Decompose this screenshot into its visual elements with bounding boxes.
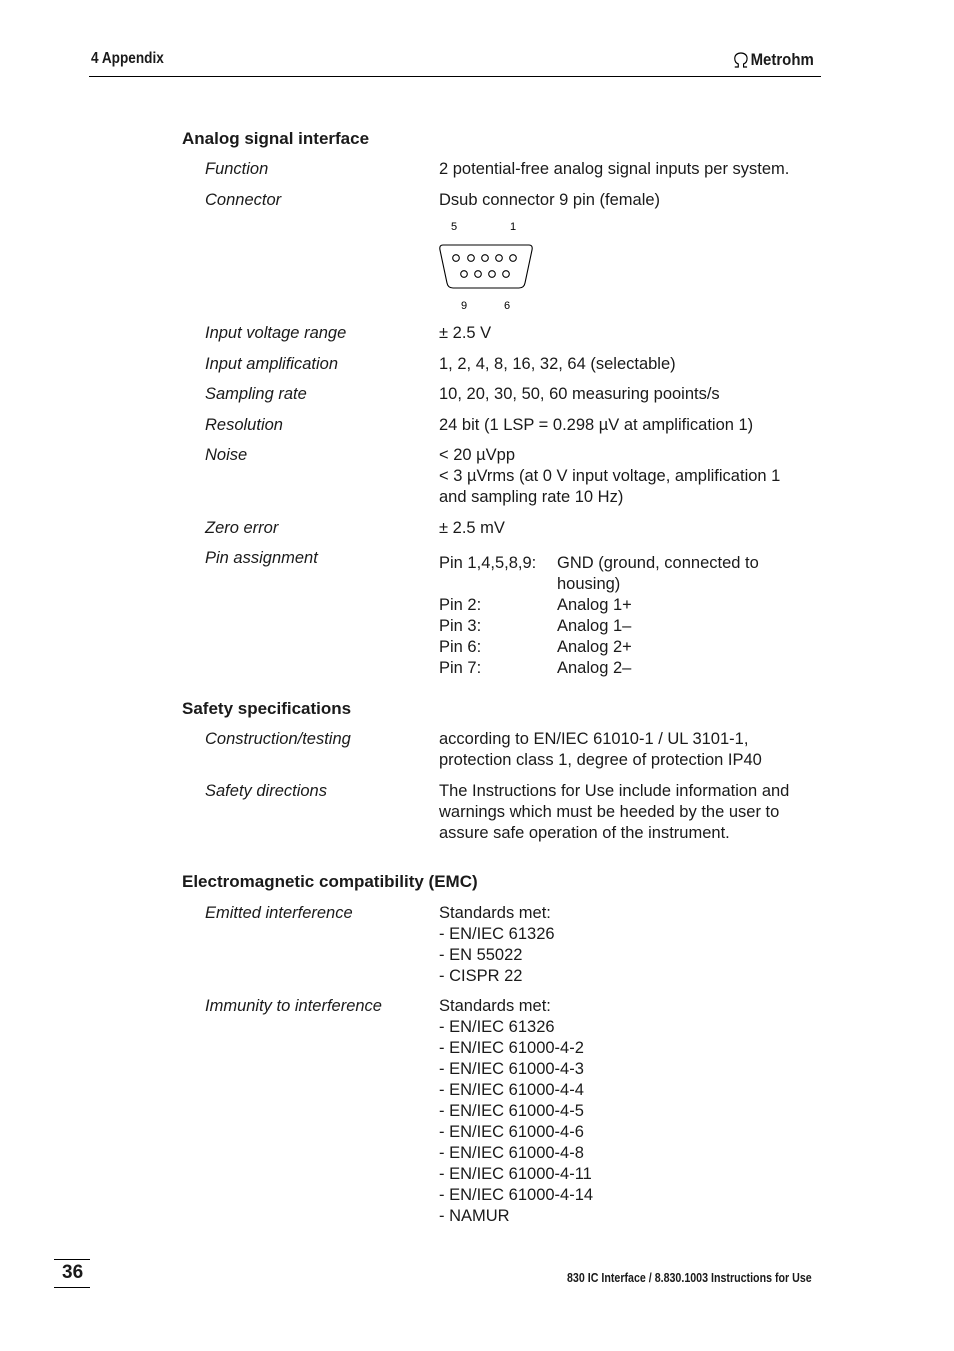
value-construction-testing	[439, 729, 819, 771]
value-line: - EN/IEC 61000-4-4	[439, 1081, 584, 1099]
page-number: 36	[62, 1262, 84, 1283]
brand-name: Metrohm	[750, 50, 814, 69]
pin-name: Pin 1,4,5,8,9:	[439, 554, 537, 572]
connector-shell	[440, 245, 532, 288]
label-sampling-rate: Sampling rate	[205, 385, 307, 403]
pin-description: Analog 2+	[557, 638, 632, 656]
label-connector: Connector	[205, 191, 282, 209]
pin-description: Analog 1+	[557, 596, 632, 614]
page-number-rule-bottom	[54, 1287, 90, 1288]
value-line: - EN/IEC 61000-4-14	[439, 1186, 594, 1204]
value-line: - EN/IEC 61326	[439, 925, 555, 943]
pin-name: Pin 2:	[439, 596, 482, 614]
noise-line: < 3 µVrms (at 0 V input voltage, amplification 1	[439, 467, 781, 485]
section-title-safety: Safety specifications	[182, 699, 352, 718]
pin-name: Pin 7:	[439, 659, 482, 677]
pin-name: Pin 3:	[439, 617, 482, 635]
value-line: warnings which must be heeded by the user to	[439, 803, 780, 821]
running-header-section: 4 Appendix	[91, 50, 164, 67]
pin-description: Analog 2–	[557, 659, 632, 677]
pin-label-9: 9	[460, 300, 468, 312]
label-safety-directions: Safety directions	[205, 782, 327, 800]
page-number-rule-top	[54, 1259, 90, 1260]
value-line: Standards met:	[439, 997, 551, 1015]
pin-label-6: 6	[503, 300, 511, 312]
dsub-connector-diagram	[436, 218, 540, 316]
pin-name: Pin 6:	[439, 638, 482, 656]
value-line: - EN/IEC 61000-4-8	[439, 1144, 584, 1162]
pin-description	[557, 553, 797, 595]
value-noise	[439, 445, 819, 508]
brand-logo	[733, 50, 814, 70]
label-resolution: Resolution	[205, 416, 283, 434]
value-line: - EN/IEC 61000-4-2	[439, 1039, 584, 1057]
value-emitted-interference	[439, 903, 819, 987]
value-line: - NAMUR	[439, 1207, 510, 1225]
value-line: Standards met:	[439, 904, 551, 922]
label-zero-error: Zero error	[205, 519, 279, 537]
pin-label-1: 1	[509, 221, 517, 233]
omega-logo-icon	[733, 52, 749, 68]
value-line: - EN/IEC 61326	[439, 1018, 555, 1036]
pin-description-line: housing)	[557, 575, 621, 593]
label-emitted-interference: Emitted interference	[205, 904, 353, 922]
value-line: The Instructions for Use include information and	[439, 782, 790, 800]
pin-description: Analog 1–	[557, 617, 632, 635]
label-construction-testing: Construction/testing	[205, 730, 351, 748]
value-line: assure safe operation of the instrument.	[439, 824, 730, 842]
value-input-amplification: 1, 2, 4, 8, 16, 32, 64 (selectable)	[439, 355, 676, 373]
pin-description-line: GND (ground, connected to	[557, 554, 759, 572]
connector-pins-top	[453, 255, 517, 262]
value-line: protection class 1, degree of protection IP40	[439, 751, 762, 769]
value-line: - EN/IEC 61000-4-3	[439, 1060, 584, 1078]
value-line: - EN/IEC 61000-4-11	[439, 1165, 592, 1183]
noise-line: and sampling rate 10 Hz)	[439, 488, 624, 506]
connector-pins-bottom	[461, 271, 510, 278]
section-title-analog: Analog signal interface	[182, 129, 370, 148]
footer-doc-title: 830 IC Interface / 8.830.1003 Instructions for Use	[567, 1270, 812, 1285]
noise-line: < 20 µVpp	[439, 446, 516, 464]
value-zero-error: ± 2.5 mV	[439, 519, 505, 537]
value-immunity-to-interference	[439, 996, 819, 1227]
value-resolution: 24 bit (1 LSP = 0.298 µV at amplification 1)	[439, 416, 754, 434]
label-input-voltage-range: Input voltage range	[205, 324, 347, 342]
label-input-amplification: Input amplification	[205, 355, 338, 373]
label-immunity-to-interference: Immunity to interference	[205, 997, 382, 1015]
value-line: - CISPR 22	[439, 967, 523, 985]
value-safety-directions	[439, 781, 819, 844]
section-title-emc: Electromagnetic compatibility (EMC)	[182, 872, 478, 891]
value-input-voltage-range: ± 2.5 V	[439, 324, 492, 342]
value-line: - EN/IEC 61000-4-5	[439, 1102, 584, 1120]
label-pin-assignment: Pin assignment	[205, 549, 318, 567]
pin-label-5: 5	[450, 221, 458, 233]
label-noise: Noise	[205, 446, 248, 464]
value-line: - EN/IEC 61000-4-6	[439, 1123, 584, 1141]
value-function: 2 potential-free analog signal inputs per system.	[439, 160, 790, 178]
value-connector: Dsub connector 9 pin (female)	[439, 191, 661, 209]
value-sampling-rate: 10, 20, 30, 50, 60 measuring pooints/s	[439, 385, 720, 403]
value-line: - EN 55022	[439, 946, 523, 964]
header-rule	[89, 76, 821, 77]
label-function: Function	[205, 160, 269, 178]
value-line: according to EN/IEC 61010-1 / UL 3101-1,	[439, 730, 749, 748]
